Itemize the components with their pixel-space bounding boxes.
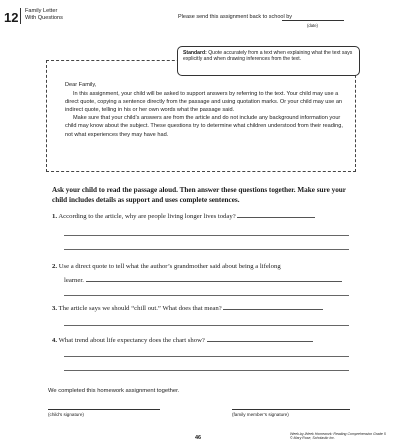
answer-line[interactable] bbox=[64, 370, 349, 371]
question-number: 2. bbox=[52, 263, 58, 270]
credit-line-2: © Mary Rose, Scholastic Inc. bbox=[290, 436, 335, 441]
answer-line[interactable] bbox=[64, 249, 349, 250]
standard-text: Quote accurately from a text when explaining what the text says explicitly and when drawing inferences from the text. bbox=[183, 50, 353, 63]
instructions: Ask your child to read the passage aloud. Then answer these questions together. Make sure your child includes details as support and uses complete sentences. bbox=[52, 186, 346, 204]
page-number: 12 bbox=[4, 10, 19, 25]
answer-line[interactable] bbox=[207, 336, 313, 342]
question-2-continuation bbox=[64, 276, 354, 286]
letter-paragraph-1: In this assignment, your child will be asked to support answers by referring to the text. Your child may use a direct quote, copying a sentence directly from the passage and using quotation marks. Or your child may use an indirect quote, telling in his or her own words what the passage said. bbox=[65, 91, 343, 114]
answer-line[interactable] bbox=[64, 356, 349, 357]
family-signature-label: (family member’s signature) bbox=[232, 412, 289, 417]
heading-line-1: Family Letter bbox=[25, 8, 58, 14]
child-signature-label: (child’s signature) bbox=[48, 412, 84, 417]
question-number: 1. bbox=[52, 213, 58, 220]
completion-statement: We completed this homework assignment together. bbox=[48, 388, 180, 394]
answer-line[interactable] bbox=[223, 304, 323, 310]
date-label: (date) bbox=[307, 23, 318, 28]
child-signature-line[interactable] bbox=[48, 409, 160, 410]
question-number: 3. bbox=[52, 305, 58, 312]
return-note: Please send this assignment back to school by bbox=[178, 14, 293, 20]
family-letter bbox=[46, 60, 356, 172]
heading-line-2: With Questions bbox=[25, 14, 63, 21]
answer-line[interactable] bbox=[64, 295, 349, 296]
answer-line[interactable] bbox=[237, 212, 315, 218]
question-4 bbox=[52, 336, 352, 346]
footer-page-number: 46 bbox=[195, 435, 202, 441]
question-number: 4. bbox=[52, 337, 58, 344]
question-text-continuation: learner. bbox=[64, 277, 84, 284]
credit bbox=[290, 432, 386, 441]
question-text: Use a direct quote to tell what the author’s grandmother said about being a lifelong bbox=[58, 263, 281, 270]
credit-line-1: Week-by-Week Homework: Reading Comprehension Grade 5 bbox=[290, 432, 386, 436]
letter-greeting: Dear Family, bbox=[65, 82, 97, 88]
question-text: What trend about life expectancy does the chart show? bbox=[58, 337, 205, 344]
page-heading bbox=[20, 8, 63, 24]
standard-label: Standard: bbox=[183, 50, 207, 56]
question-text: According to the article, why are people living longer lives today? bbox=[58, 213, 236, 220]
letter-paragraph-2: Make sure that your child’s answers are from the article and do not include any background information your child may know about the subject. These questions try to determine what children understood from their reading, not what experiences they may have had. bbox=[65, 115, 343, 138]
answer-line[interactable] bbox=[64, 235, 349, 236]
question-1 bbox=[52, 212, 352, 222]
family-signature-line[interactable] bbox=[232, 409, 350, 410]
answer-line[interactable] bbox=[86, 276, 342, 282]
question-2 bbox=[52, 262, 352, 272]
return-date-line[interactable] bbox=[282, 20, 344, 21]
question-text: The article says we should “chill out.” What does that mean? bbox=[58, 305, 222, 312]
answer-line[interactable] bbox=[64, 325, 349, 326]
standard-box bbox=[177, 46, 360, 76]
question-3 bbox=[52, 304, 352, 314]
